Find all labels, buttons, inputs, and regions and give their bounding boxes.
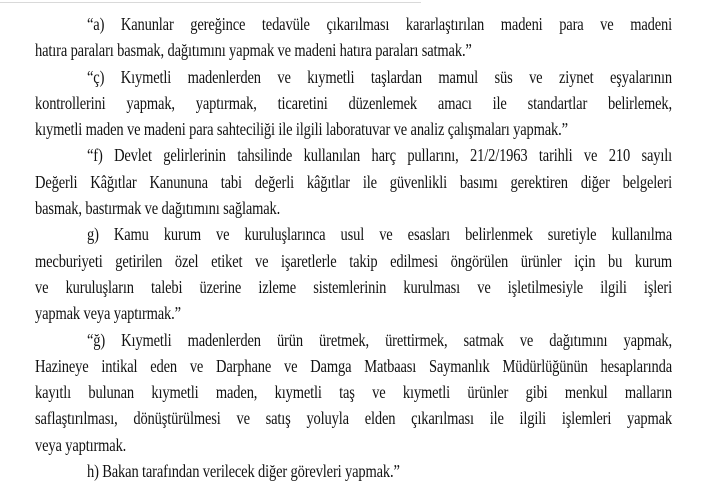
text-line: h) Bakan tarafından verilecek diğer görevleri yapmak.” bbox=[87, 462, 400, 483]
paragraph-clause-c bbox=[35, 65, 672, 144]
text-line: veya yaptırmak. bbox=[35, 435, 127, 456]
text-line: “f) Devlet gelirlerinin tahsilinde kullanılan harç pullarını, 21/2/1963 tarihli ve 210 sayılı bbox=[87, 146, 672, 167]
text-line: ve kuruluşların talebi üzerine izleme sistemlerinin kurulması ve işletilmesiyle ilgili işleri bbox=[35, 277, 672, 298]
document-text-block bbox=[35, 12, 672, 485]
text-line: “a) Kanunlar gereğince tedavüle çıkarılması kararlaştırılan madeni para ve madeni bbox=[87, 14, 672, 35]
text-line: “ç) Kıymetli madenlerden ve kıymetli taşlardan mamul süs ve ziynet eşyalarının bbox=[87, 67, 672, 88]
paragraph-clause-h bbox=[35, 459, 672, 485]
text-line: basmak, bastırmak ve dağıtımını sağlamak. bbox=[35, 199, 281, 220]
paragraph-clause-g-breve bbox=[35, 328, 672, 459]
paragraph-clause-f bbox=[35, 143, 672, 222]
text-line: Değerli Kâğıtlar Kanununa tabi değerli kâğıtlar ile güvenlikli basımı gerektiren diğer belgeleri bbox=[35, 172, 672, 193]
text-line: kıymetli maden ve madeni para sahteciliği ile ilgili laboratuvar ve analiz çalışmaları yapmak.” bbox=[35, 120, 568, 141]
text-line: saflaştırılması, dönüştürülmesi ve satış yoluyla elden çıkarılması ile ilgili işlemleri yapmak bbox=[35, 409, 672, 430]
text-line: “ğ) Kıymetli madenlerden ürün üretmek, ürettirmek, satmak ve dağıtımını yapmak, bbox=[87, 330, 672, 351]
text-line: yapmak veya yaptırmak.” bbox=[35, 304, 181, 325]
paragraph-clause-g bbox=[35, 222, 672, 327]
scan-edge-artifact bbox=[0, 2, 421, 3]
text-line: mecburiyeti getirilen özel etiket ve işaretlerle takip edilmesi öngörülen ürünler için bu kurum bbox=[35, 251, 672, 272]
text-line: kayıtlı bulunan kıymetli maden, kıymetli taş ve kıymetli ürünler gibi menkul malların bbox=[35, 383, 672, 404]
paragraph-clause-a bbox=[35, 12, 672, 65]
text-line: Hazineye intikal eden ve Darphane ve Damga Matbaası Saymanlık Müdürlüğünün hesaplarında bbox=[35, 356, 672, 377]
text-line: g) Kamu kurum ve kuruluşlarınca usul ve esasları belirlenmek suretiyle kullanılma bbox=[87, 225, 672, 246]
text-line: hatıra paraları basmak, dağıtımını yapmak ve madeni hatıra paraları satmak.” bbox=[35, 41, 472, 62]
text-line: kontrollerini yapmak, yaptırmak, ticaretini düzenlemek amacı ile standartlar belirlemek, bbox=[35, 93, 672, 114]
